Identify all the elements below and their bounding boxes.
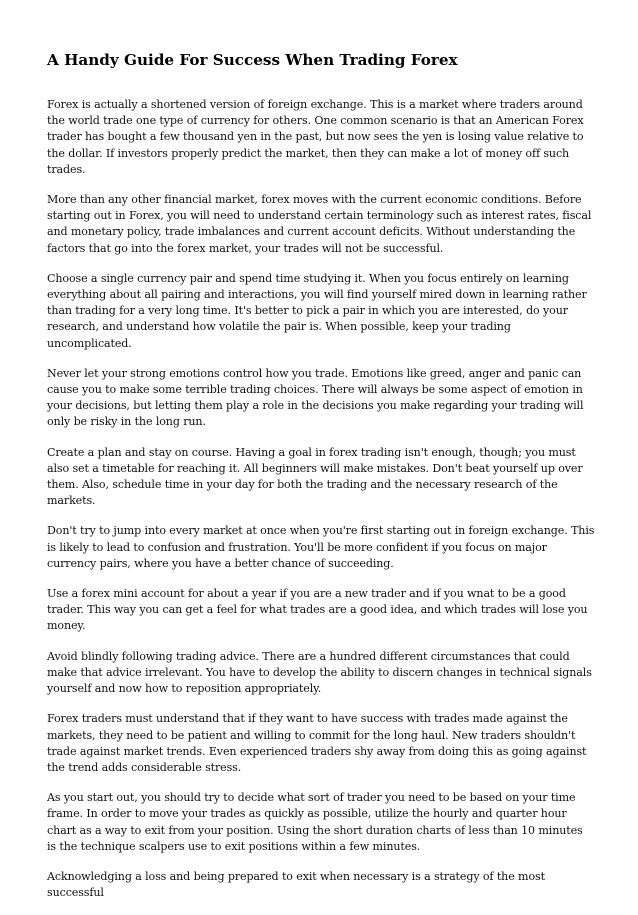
document-title: A Handy Guide For Success When Trading Forex [47,51,458,69]
paragraph: Never let your strong emotions control how you trade. Emotions like greed, anger and panic can cause you to make some terrible trading choices. There will always be some aspect of emotion in your decisions, but letting them play a role in the decisions you make regarding your trading will only be risky in the long run. [47,366,584,429]
paragraph: More than any other financial market, forex moves with the current economic conditions. Before starting out in Forex, you will need to understand certain terminology such as interest rates, fiscal and monetary policy, trade imbalances and current account deficits. Without understanding the factors that go into the forex market, your trades will not be successful. [47,193,592,255]
paragraph: Don't try to jump into every market at once when you're first starting out in foreign exchange. This is likely to lead to confusion and frustration. You'll be more confident if you focus on major currency pairs, where you have a better chance of succeeding. [47,524,595,570]
document-body [47,97,595,915]
paragraph: As you start out, you should try to decide what sort of trader you need to be based on your time frame. In order to move your trades as quickly as possible, utilize the hourly and quarter hour chart as a way to exit from your position. Using the short duration charts of less than 10 minutes is the technique scalpers use to exit positions within a few minutes. [47,791,583,853]
paragraph: Create a plan and stay on course. Having a goal in forex trading isn't enough, though; you must also set a timetable for reaching it. All beginners will make mistakes. Don't beat yourself up over them. Also, schedule time in your day for both the trading and the necessary research of the markets. [47,445,583,508]
paragraph: Use a forex mini account for about a year if you are a new trader and if you wnat to be a good trader. This way you can get a feel for what trades are a good idea, and which trades will lose you money. [47,587,588,633]
paragraph: Forex traders must understand that if they want to have success with trades made against the markets, they need to be patient and willing to commit for the long haul. New traders shouldn't trade against market trends. Even experienced traders shy away from doing this as going against the trend adds considerable stress. [47,712,587,774]
paragraph: Acknowledging a loss and being prepared to exit when necessary is a strategy of the most successful [47,869,545,900]
paragraph: Choose a single currency pair and spend time studying it. When you focus entirely on learning everything about all pairing and interactions, you will find yourself mired down in learning rather than trading for a very long time. It's better to pick a pair in which you are interested, do your research, and understand how volatile the pair is. When possible, keep your trading uncomplicated. [47,271,587,350]
paragraph: Forex is actually a shortened version of foreign exchange. This is a market where traders around the world trade one type of currency for others. One common scenario is that an American Forex trader has bought a few thousand yen in the past, but now sees the yen is losing value relative to the dollar. If investors properly predict the market, then they can make a lot of money off such trades. [47,98,584,176]
document-page [47,0,595,903]
paragraph: Avoid blindly following trading advice. There are a hundred different circumstances that could make that advice irrelevant. You have to develop the ability to discern changes in technical signals yourself and now how to reposition appropriately. [47,649,592,696]
